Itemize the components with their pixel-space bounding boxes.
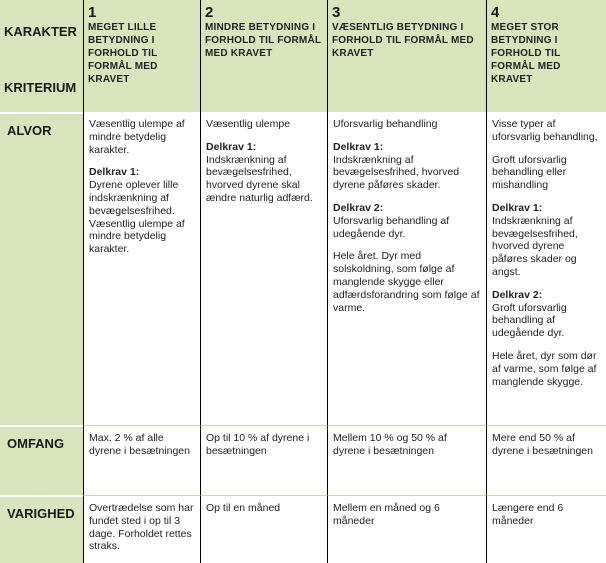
delkrav-label: Delkrav 1: <box>206 140 257 153</box>
cell-text: Visse typer af uforsvarlig behandling, <box>492 118 598 143</box>
omfang-cell-2 <box>200 425 327 495</box>
cell-text: Mellem en måned og 6 måneder <box>333 502 440 527</box>
column-title: VÆSENTLIG BETYDNING I FORHOLD TIL FORMÅL MED KRAVET <box>332 22 474 59</box>
cell-text: Max. 2 % af alle dyrene i besætningen <box>89 432 190 457</box>
cell-text: Op til 10 % af dyrene i besætningen <box>206 432 310 457</box>
cell-text: Uforsvarlig behandling <box>333 118 438 130</box>
cell-text: Længere end 6 måneder <box>492 502 564 527</box>
cell-text: Hele året. Dyr med solskoldning, som følge af manglende skygge eller adfærdsforandring som følge af varme. <box>333 250 480 314</box>
column-title: MINDRE BETYDNING I FORHOLD TIL FORMÅL MED KRAVET <box>205 22 321 59</box>
row-label: VARIGHED <box>7 506 75 521</box>
row-label-alvor <box>0 112 83 425</box>
cell-text: Mere end 50 % af dyrene i besætningen <box>492 432 593 457</box>
column-header-4 <box>486 0 606 112</box>
varighed-cell-3 <box>327 495 486 563</box>
alvor-cell-1 <box>83 112 200 425</box>
cell-text: Mellem 10 % og 50 % af dyrene i besætningen <box>333 432 447 457</box>
column-number: 4 <box>491 4 500 21</box>
delkrav-label: Delkrav 1: <box>333 140 384 153</box>
cell-text: Indskrænkning af bevægelsesfrihed, hvorved dyrene skal ændre naturlig adfærd. <box>206 153 313 204</box>
row-label-omfang <box>0 425 83 495</box>
omfang-cell-4 <box>486 425 606 495</box>
cell-text: Væsentlig ulempe <box>206 118 291 130</box>
delkrav-label: Delkrav 1: <box>89 166 140 179</box>
delkrav-label: Delkrav 1: <box>492 201 543 214</box>
varighed-cell-2 <box>200 495 327 563</box>
cell-text: Overtrædelse som har fundet sted i op til 3 dage. Forholdet rettes straks. <box>89 502 194 553</box>
cell-text: Dyrene oplever lille indskrænkning af bevægelsesfrihed. Væsentlig ulempe af mindre betydelig karakter. <box>89 179 185 256</box>
corner-header <box>0 0 83 112</box>
column-header-1 <box>83 0 200 112</box>
column-header-3 <box>327 0 486 112</box>
karakter-label: KARAKTER <box>4 24 77 39</box>
varighed-cell-1 <box>83 495 200 563</box>
row-label-varighed <box>0 495 83 563</box>
kriterium-label: KRITERIUM <box>4 80 77 95</box>
cell-text: Op til en måned <box>206 502 281 514</box>
delkrav-label: Delkrav 2: <box>492 288 543 301</box>
cell-text: Groft uforsvarlig behandling af udegående dyr. <box>492 301 567 340</box>
row-label: ALVOR <box>7 123 52 138</box>
cell-text: Væsentlig ulempe af mindre betydelig karakter. <box>89 118 185 156</box>
column-number: 1 <box>88 4 97 21</box>
omfang-cell-3 <box>327 425 486 495</box>
cell-text: Indskrænkning af bevægelsesfrihed, hvorved dyrene påføres skader. <box>333 153 460 192</box>
alvor-cell-4 <box>486 112 606 425</box>
cell-text: Groft uforsvarlig behandling eller mishandling <box>492 153 567 192</box>
delkrav-label: Delkrav 2: <box>333 201 384 214</box>
omfang-cell-1 <box>83 425 200 495</box>
column-title: MEGET STOR BETYDNING I FORHOLD TIL FORMÅL MED KRAVET <box>491 22 561 85</box>
cell-text: Hele året, dyr som dør af varme, som følge af manglende skygge. <box>492 349 597 388</box>
column-number: 2 <box>205 4 214 21</box>
row-label: OMFANG <box>7 436 65 451</box>
column-number: 3 <box>332 4 341 21</box>
cell-text: Uforsvarlig behandling af udegående dyr. <box>333 214 450 240</box>
alvor-cell-2 <box>200 112 327 425</box>
column-header-2 <box>200 0 327 112</box>
column-title: MEGET LILLE BETYDNING I FORHOLD TIL FORMÅL MED KRAVET <box>88 22 158 85</box>
cell-text: Indskrænkning af bevægelsesfrihed, hvorved dyrene påføres skader og angst. <box>492 214 578 278</box>
alvor-cell-3 <box>327 112 486 425</box>
varighed-cell-4 <box>486 495 606 563</box>
